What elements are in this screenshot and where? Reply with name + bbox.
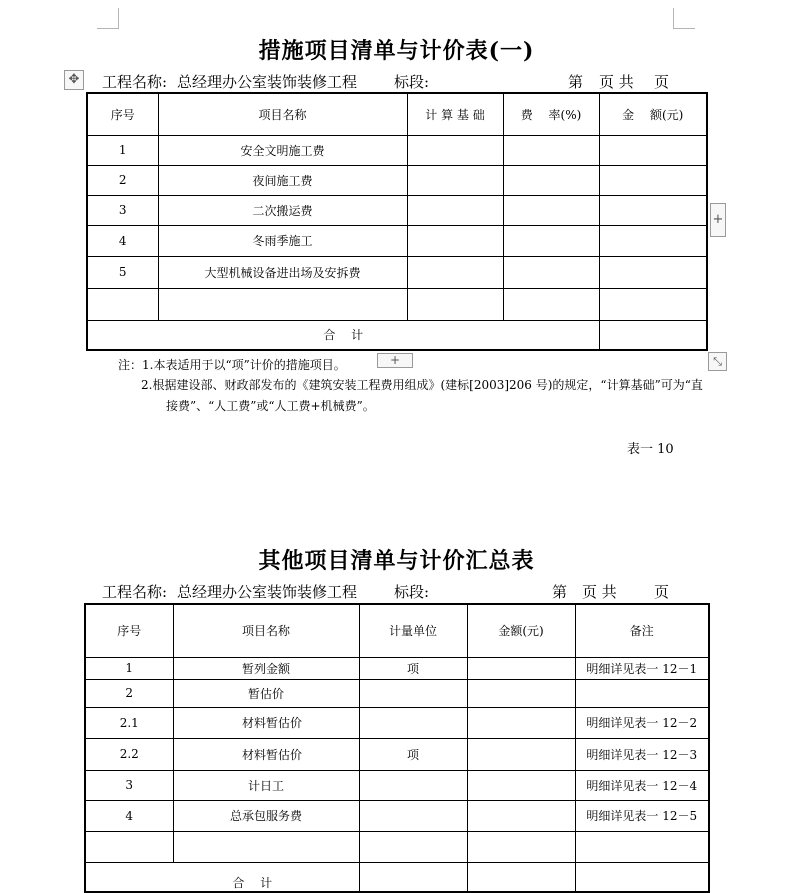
add-column-button[interactable] [710, 203, 726, 237]
page-label-b: 页 共 [599, 73, 634, 91]
row-number[interactable] [85, 831, 173, 862]
item-name[interactable]: 暂估价 [173, 679, 359, 707]
unit-cell[interactable] [359, 770, 467, 800]
note-line-3: 接费”、“人工费”或“人工费+机械费”。 [166, 399, 375, 413]
header-cell: 计量单位 [359, 604, 467, 657]
item-name[interactable]: 二次搬运费 [158, 195, 407, 225]
table-resize-handle[interactable] [708, 352, 727, 371]
calc-basis-cell[interactable] [407, 256, 503, 288]
page-label-c: 页 [654, 583, 670, 601]
amount-cell[interactable] [467, 707, 575, 738]
amount-cell[interactable] [599, 225, 707, 256]
table1-info-line [102, 71, 682, 91]
item-name[interactable] [158, 288, 407, 320]
row-number[interactable]: 3 [85, 770, 173, 800]
calc-basis-cell[interactable] [407, 195, 503, 225]
row-number[interactable] [87, 288, 158, 320]
project-label: 工程名称: [102, 583, 168, 601]
item-name[interactable]: 夜间施工费 [158, 165, 407, 195]
amount-cell[interactable] [599, 135, 707, 165]
remark-cell[interactable]: 明细详见表一 12－3 [575, 738, 709, 770]
rate-cell[interactable] [503, 288, 599, 320]
item-name[interactable] [173, 831, 359, 862]
total-row [85, 862, 709, 892]
row-number[interactable]: 4 [87, 225, 158, 256]
remark-cell[interactable]: 明细详见表一 12－1 [575, 657, 709, 679]
unit-cell[interactable] [359, 800, 467, 831]
measures-table [86, 92, 708, 351]
unit-cell[interactable]: 项 [359, 738, 467, 770]
table-row [87, 195, 707, 225]
header-cell: 项目名称 [173, 604, 359, 657]
total-amount-cell[interactable] [467, 862, 575, 892]
header-cell: 金额(元) [467, 604, 575, 657]
table-move-handle[interactable] [64, 70, 84, 90]
header-cell: 金 额(元) [599, 93, 707, 135]
unit-cell[interactable] [359, 679, 467, 707]
header-cell: 费 率(%) [503, 93, 599, 135]
item-name[interactable]: 大型机械设备进出场及安拆费 [158, 256, 407, 288]
remark-cell[interactable]: 明细详见表一 12－5 [575, 800, 709, 831]
amount-cell[interactable] [467, 831, 575, 862]
section-label: 标段: [394, 73, 430, 91]
row-number[interactable]: 1 [85, 657, 173, 679]
row-number[interactable]: 2 [85, 679, 173, 707]
rate-cell[interactable] [503, 256, 599, 288]
remark-cell[interactable]: 明细详见表一 12－4 [575, 770, 709, 800]
table-row [85, 657, 709, 679]
table2-info-line [102, 581, 682, 601]
calc-basis-cell[interactable] [407, 225, 503, 256]
table-row [87, 256, 707, 288]
rate-cell[interactable] [503, 165, 599, 195]
page-corner-mark-right [673, 8, 695, 29]
item-name[interactable]: 安全文明施工费 [158, 135, 407, 165]
table-row [87, 288, 707, 320]
page-label-a: 第 [552, 583, 568, 601]
amount-cell[interactable] [599, 288, 707, 320]
amount-cell[interactable] [467, 679, 575, 707]
row-number[interactable]: 1 [87, 135, 158, 165]
row-number[interactable]: 2.2 [85, 738, 173, 770]
table1-title: 措施项目清单与计价表(一) [258, 38, 535, 64]
project-name: 总经理办公室装饰装修工程 [177, 583, 358, 601]
page-label-a: 第 [568, 73, 584, 91]
page-label-c: 页 [654, 73, 670, 91]
item-name[interactable]: 冬雨季施工 [158, 225, 407, 256]
remark-cell[interactable] [575, 679, 709, 707]
amount-cell[interactable] [467, 657, 575, 679]
note-line-1: 注：1.本表适用于以“项”计价的措施项目。 [118, 358, 346, 372]
row-number[interactable]: 2 [87, 165, 158, 195]
row-number[interactable]: 2.1 [85, 707, 173, 738]
amount-cell[interactable] [599, 195, 707, 225]
table-row [87, 225, 707, 256]
table2-title: 其他项目清单与计价汇总表 [258, 548, 535, 574]
table-row [85, 831, 709, 862]
remark-cell[interactable]: 明细详见表一 12－2 [575, 707, 709, 738]
rate-cell[interactable] [503, 135, 599, 165]
amount-cell[interactable] [467, 738, 575, 770]
table-row [85, 707, 709, 738]
project-name: 总经理办公室装饰装修工程 [177, 73, 358, 91]
header-cell: 序号 [87, 93, 158, 135]
header-cell: 备注 [575, 604, 709, 657]
total-remark-cell[interactable] [575, 862, 709, 892]
row-number[interactable]: 3 [87, 195, 158, 225]
move-icon: ✥ [68, 72, 80, 87]
other-items-table [84, 603, 710, 893]
total-label: 合 计 [87, 320, 599, 350]
table-row [87, 135, 707, 165]
unit-cell[interactable] [359, 831, 467, 862]
total-amount-cell[interactable] [599, 320, 707, 350]
table-row [85, 800, 709, 831]
table-header-row [87, 93, 707, 135]
resize-icon: ⤡ [713, 355, 722, 368]
item-name[interactable]: 材料暂估价 [173, 738, 359, 770]
table-number: 表一 10 [627, 442, 674, 457]
table-row [85, 679, 709, 707]
note-line-2: 2.根据建设部、财政部发布的《建筑安装工程费用组成》(建标[2003]206 号)的规定，“计算基础”可为“直 [141, 378, 703, 392]
amount-cell[interactable] [599, 256, 707, 288]
calc-basis-cell[interactable] [407, 288, 503, 320]
header-cell: 序号 [85, 604, 173, 657]
calc-basis-cell[interactable] [407, 165, 503, 195]
item-name[interactable]: 暂列金额 [173, 657, 359, 679]
amount-cell[interactable] [467, 770, 575, 800]
amount-cell[interactable] [599, 165, 707, 195]
row-number[interactable]: 4 [85, 800, 173, 831]
amount-cell[interactable] [467, 800, 575, 831]
header-cell: 计 算 基 础 [407, 93, 503, 135]
plus-icon: + [712, 212, 724, 227]
page-corner-mark-left [97, 8, 119, 29]
rate-cell[interactable] [503, 195, 599, 225]
table-row [85, 770, 709, 800]
total-label: 合 计 [85, 862, 359, 892]
total-row [87, 320, 707, 350]
table-row [87, 165, 707, 195]
unit-cell[interactable] [359, 707, 467, 738]
remark-cell[interactable] [575, 831, 709, 862]
item-name[interactable]: 总承包服务费 [173, 800, 359, 831]
calc-basis-cell[interactable] [407, 135, 503, 165]
total-unit-cell[interactable] [359, 862, 467, 892]
rate-cell[interactable] [503, 225, 599, 256]
item-name[interactable]: 计日工 [173, 770, 359, 800]
unit-cell[interactable]: 项 [359, 657, 467, 679]
table-header-row [85, 604, 709, 657]
section-label: 标段: [394, 583, 430, 601]
row-number[interactable]: 5 [87, 256, 158, 288]
project-label: 工程名称: [102, 73, 168, 91]
header-cell: 项目名称 [158, 93, 407, 135]
page-label-b: 页 共 [582, 583, 617, 601]
table-row [85, 738, 709, 770]
item-name[interactable]: 材料暂估价 [173, 707, 359, 738]
add-row-button[interactable] [377, 353, 413, 368]
plus-icon: + [389, 353, 401, 367]
